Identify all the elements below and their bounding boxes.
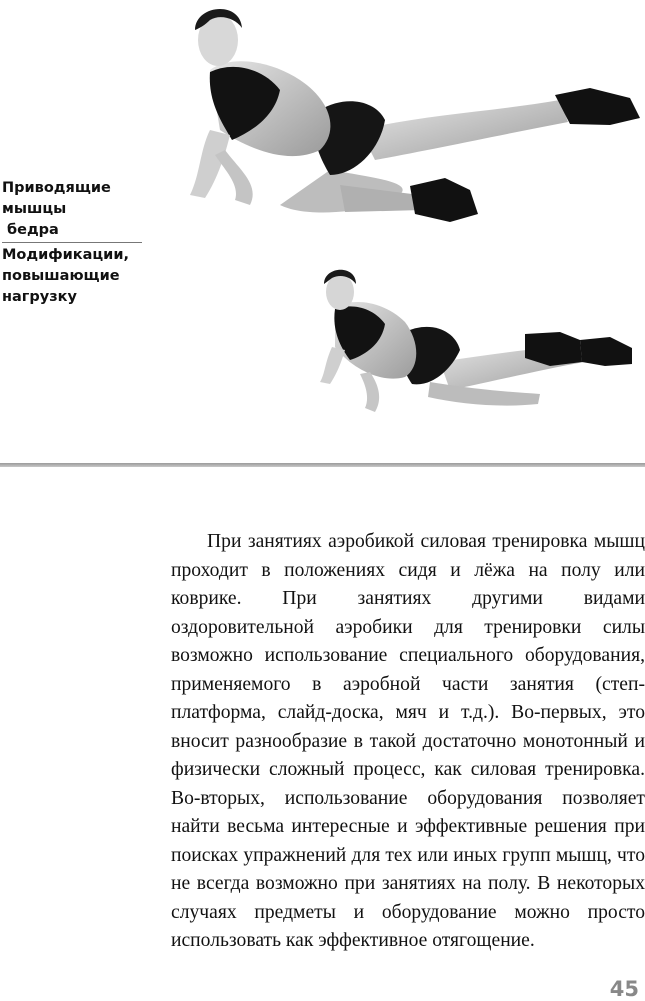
sidebar-caption [2,178,144,308]
caption-line-2: мышцы [2,201,67,217]
modifications-line-2: повышающие [2,268,120,284]
modifications-line-1: Модификации, [2,247,130,263]
section-divider [0,463,645,467]
caption-divider [2,242,142,243]
exercise-photo-top [170,0,645,240]
caption-line-1: Приводящие [2,180,111,196]
caption-line-3: бедра [7,222,59,238]
body-paragraph: При занятиях аэробикой силовая тренировка мышц проходит в положениях сидя и лёжа на полу или коврике. При занятиях другими видами оздоровительной аэробики для тренировки силы возможно использование специального оборудования, применяемого в аэробной части занятия (степ-платформа, слайд-доска, мяч и т.д.). Во-первых, это вносит разнообразие в такой достаточно монотонный и физически сложный процесс, как силовая тренировка. Во-вторых, использование оборудования позволяет найти весьма интересные и эффективные решения при поисках упражнений для тех или иных групп мышц, что не всегда возможно при занятиях на полу. В некоторых случаях предметы и оборудование можно просто использовать как эффективное отягощение. [171,531,645,951]
modifications-line-3: нагрузку [2,289,77,305]
body-text [171,528,645,956]
exercise-photo-bottom [310,262,640,422]
page-number: 45 [609,977,639,1001]
